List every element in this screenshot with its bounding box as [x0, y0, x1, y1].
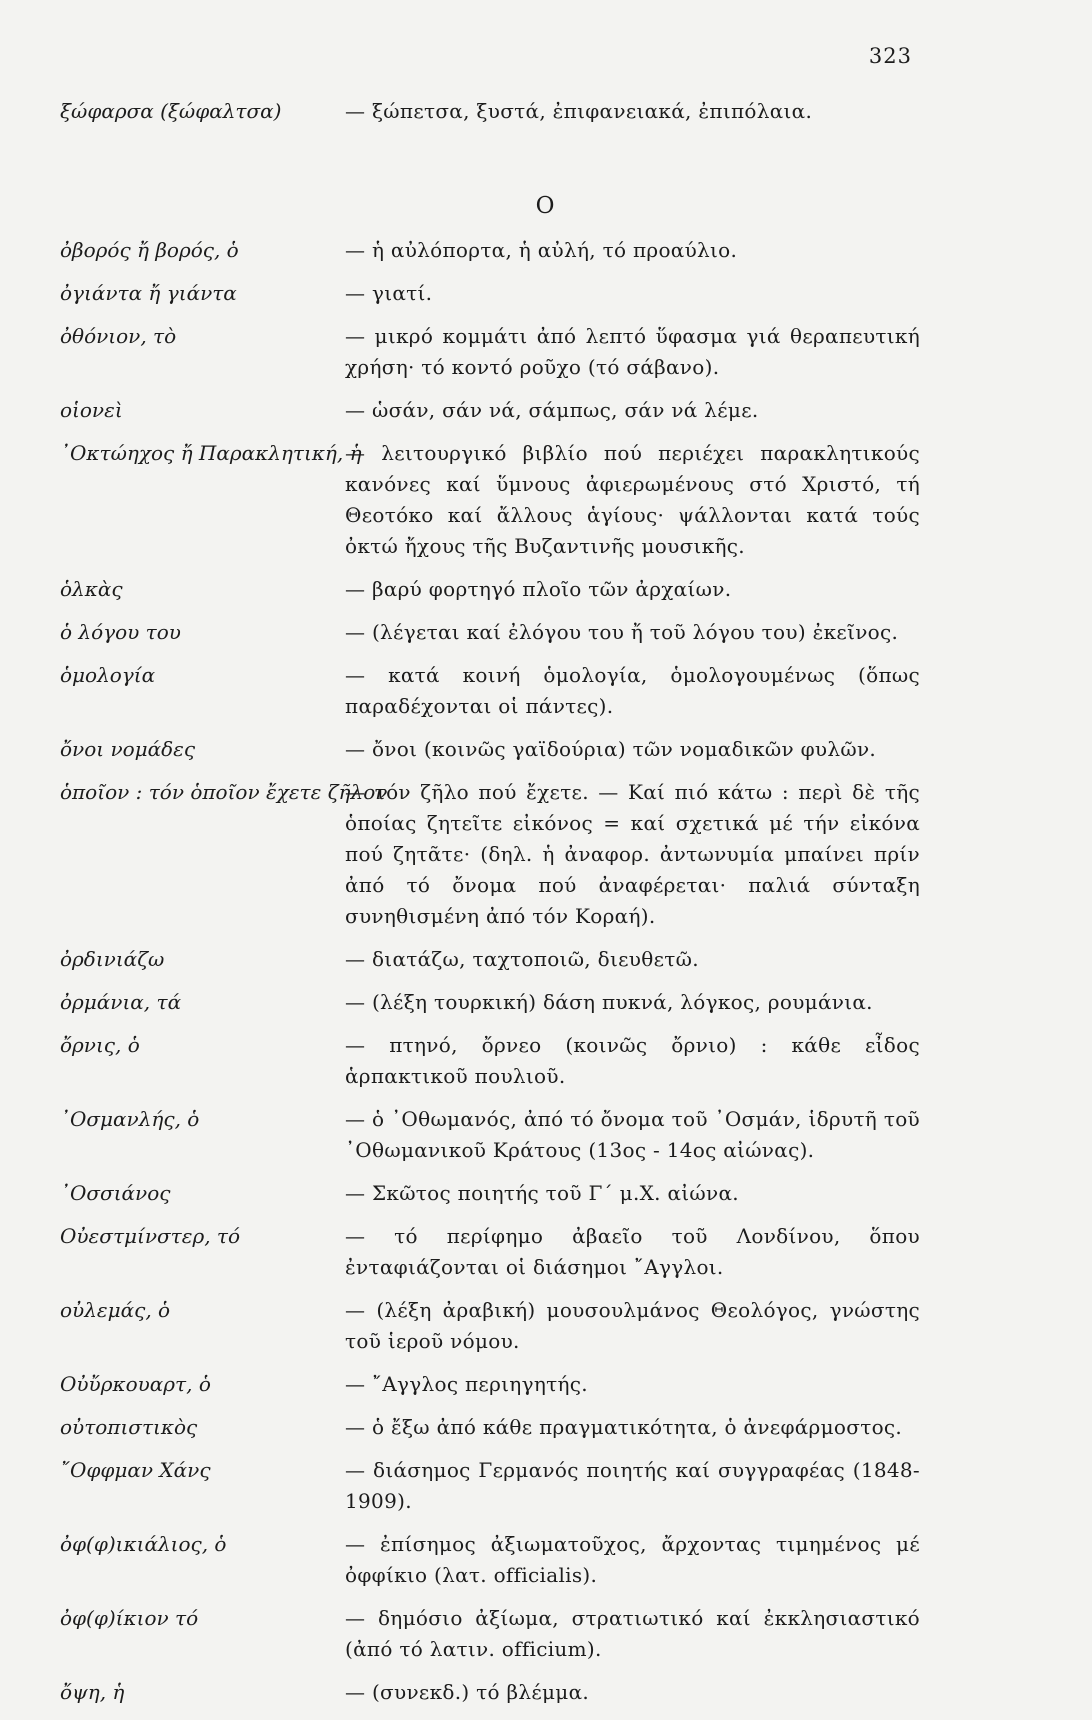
- entry-term: ὁποῖον : τόν ὁποῖον ἔχετε ζῆλον: [60, 780, 388, 804]
- entry-definition: — ὡσάν, σάν νά, σάμπως, σάν νά λέμε.: [345, 398, 759, 422]
- glossary-entry: [60, 96, 920, 127]
- entry-definition: — κατά κοινή ὁμολογία, ὁμολογουμένως (ὅπως παραδέχονται οἱ πάντες).: [345, 663, 920, 718]
- entry-term: ὀρδινιάζω: [60, 947, 165, 971]
- entry-term: ὀγιάντα ἤ γιάντα: [60, 281, 237, 305]
- entry-definition: — (συνεκδ.) τό βλέμμα.: [345, 1680, 590, 1704]
- glossary-entry: [60, 617, 920, 648]
- entry-definition: — λειτουργικό βιβλίο πού περιέχει παρακλητικούς κανόνες καί ὕμνους ἀφιερωμένους στό Χριστό, τή Θεοτόκο καί ἄλλους ἁγίους· ψάλλονται κατά τούς ὀκτώ ἤχους τῆς Βυζαντινῆς μουσικῆς.: [345, 441, 920, 558]
- entry-definition: — τόν ζῆλο πού ἔχετε. — Καί πιό κάτω : περὶ δὲ τῆς ὁποίας ζητεῖτε εἰκόνος = καί σχετικά μέ τήν εἰκόνα πού ζητᾶτε· (δηλ. ἡ ἀναφορ. ἀντωνυμία μπαίνει πρίν ἀπό τό ὄνομα πού ἀναφέρεται· παλιά σύνταξη συνηθισμένη ἀπό τόν Κοραή).: [345, 780, 920, 928]
- entry-term: ὄνοι νομάδες: [60, 737, 196, 761]
- entry-term: οἱονεὶ: [60, 398, 123, 422]
- glossary-entries: [60, 96, 920, 1720]
- entry-term: ὄρνις, ὁ: [60, 1033, 140, 1057]
- entry-term: ᾿Οκτώηχος ἤ Παρακλητική, ἡ: [60, 441, 362, 465]
- glossary-entry: [60, 1369, 920, 1400]
- entry-definition: — ὁ ἔξω ἀπό κάθε πραγματικότητα, ὁ ἀνεφάρμοστος.: [345, 1415, 903, 1439]
- entry-term: ὀφ(φ)ικιάλιος, ὁ: [60, 1532, 227, 1556]
- glossary-entry: [60, 574, 920, 605]
- entry-term: ὁμολογία: [60, 663, 156, 687]
- glossary-entry: [60, 1030, 920, 1092]
- entry-term: Οὐὔρκουαρτ, ὁ: [60, 1372, 211, 1396]
- page-number: 323: [868, 44, 912, 68]
- entry-term: ξώφαρσα (ξώφαλτσα): [60, 99, 282, 123]
- entry-term: οὐτοπιστικὸς: [60, 1415, 198, 1439]
- glossary-entry: [60, 1295, 920, 1357]
- entry-term: ῎Οφφμαν Χάνς: [60, 1458, 211, 1482]
- entry-term: ὀβορός ἤ βορός, ὁ: [60, 238, 239, 262]
- glossary-entry: [60, 321, 920, 383]
- glossary-entry: [60, 734, 920, 765]
- entry-term: ὀφ(φ)ίκιον τό: [60, 1606, 199, 1630]
- entry-term: ὀρμάνια, τά: [60, 990, 182, 1014]
- glossary-entry: [60, 944, 920, 975]
- entry-definition: — ὄνοι (κοινῶς γαϊδούρια) τῶν νομαδικῶν φυλῶν.: [345, 737, 877, 761]
- entry-term: Οὐεστμίνστερ, τό: [60, 1224, 241, 1248]
- glossary-entry: [60, 1529, 920, 1591]
- entry-definition: — ξώπετσα, ξυστά, ἐπιφανειακά, ἐπιπόλαια.: [345, 99, 813, 123]
- entry-definition: — τό περίφημο ἀβαεῖο τοῦ Λονδίνου, ὅπου ἐνταφιάζονται οἱ διάσημοι ῎Αγγλοι.: [345, 1224, 920, 1279]
- entry-term: ὁλκὰς: [60, 577, 123, 601]
- entry-definition: — γιατί.: [345, 281, 433, 305]
- entry-definition: — ἐπίσημος ἀξιωματοῦχος, ἄρχοντας τιμημένος μέ ὀφφίκιο (λατ. officialis).: [345, 1532, 920, 1587]
- entry-definition: — (λέγεται καί ἐλόγου του ἤ τοῦ λόγου του) ἐκεῖνος.: [345, 620, 899, 644]
- entry-definition: — διάσημος Γερμανός ποιητής καί συγγραφέας (1848-1909).: [345, 1458, 920, 1513]
- entry-term: ᾿Οσσιάνος: [60, 1181, 171, 1205]
- entry-definition: — ὁ ᾿Οθωμανός, ἀπό τό ὄνομα τοῦ ᾿Οσμάν, ἱδρυτῆ τοῦ ᾿Οθωμανικοῦ Κράτους (13ος - 14ος αἰώνας).: [345, 1107, 920, 1162]
- glossary-entry: [60, 1455, 920, 1517]
- entry-definition: — ἡ αὐλόπορτα, ἡ αὐλή, τό προαύλιο.: [345, 238, 738, 262]
- entry-definition: — πτηνό, ὄρνεο (κοινῶς ὄρνιο) : κάθε εἶδος ἁρπακτικοῦ πουλιοῦ.: [345, 1033, 920, 1088]
- glossary-entry: [60, 777, 920, 932]
- entry-definition: — (λέξη ἀραβική) μουσουλμάνος Θεολόγος, γνώστης τοῦ ἱεροῦ νόμου.: [345, 1298, 920, 1353]
- entry-definition: — ῎Αγγλος περιηγητής.: [345, 1372, 588, 1396]
- glossary-entry: [60, 1178, 920, 1209]
- glossary-entry: [60, 438, 920, 562]
- entry-term: ᾿Οσμανλής, ὁ: [60, 1107, 200, 1131]
- entry-definition: — δημόσιο ἀξίωμα, στρατιωτικό καί ἐκκλησιαστικό (ἀπό τό λατιν. officium).: [345, 1606, 920, 1661]
- glossary-entry: [60, 235, 920, 266]
- glossary-entry: [60, 1104, 920, 1166]
- entry-definition: — μικρό κομμάτι ἀπό λεπτό ὕφασμα γιά θεραπευτική χρήση· τό κοντό ροῦχο (τό σάβανο).: [345, 324, 920, 379]
- entry-term: ὄψη, ἡ: [60, 1680, 125, 1704]
- glossary-entry: [60, 395, 920, 426]
- glossary-entry: [60, 1677, 920, 1708]
- entry-definition: — (λέξη τουρκική) δάση πυκνά, λόγκος, ρουμάνια.: [345, 990, 873, 1014]
- entry-definition: — Σκῶτος ποιητής τοῦ Γ΄ μ.Χ. αἰώνα.: [345, 1181, 739, 1205]
- entry-definition: — διατάζω, ταχτοποιῶ, διευθετῶ.: [345, 947, 699, 971]
- glossary-entry: [60, 660, 920, 722]
- entry-term: ὁ λόγου του: [60, 620, 181, 644]
- entry-definition: — βαρύ φορτηγό πλοῖο τῶν ἀρχαίων.: [345, 577, 732, 601]
- glossary-entry: [60, 1603, 920, 1665]
- section-letter: Ο: [535, 193, 555, 219]
- glossary-entry: [60, 987, 920, 1018]
- glossary-entry: [60, 1412, 920, 1443]
- entry-term: ὀθόνιον, τὸ: [60, 324, 177, 348]
- glossary-entry: [60, 278, 920, 309]
- entry-list: [60, 235, 920, 1708]
- glossary-entry: [60, 1221, 920, 1283]
- entry-term: οὐλεμάς, ὁ: [60, 1298, 171, 1322]
